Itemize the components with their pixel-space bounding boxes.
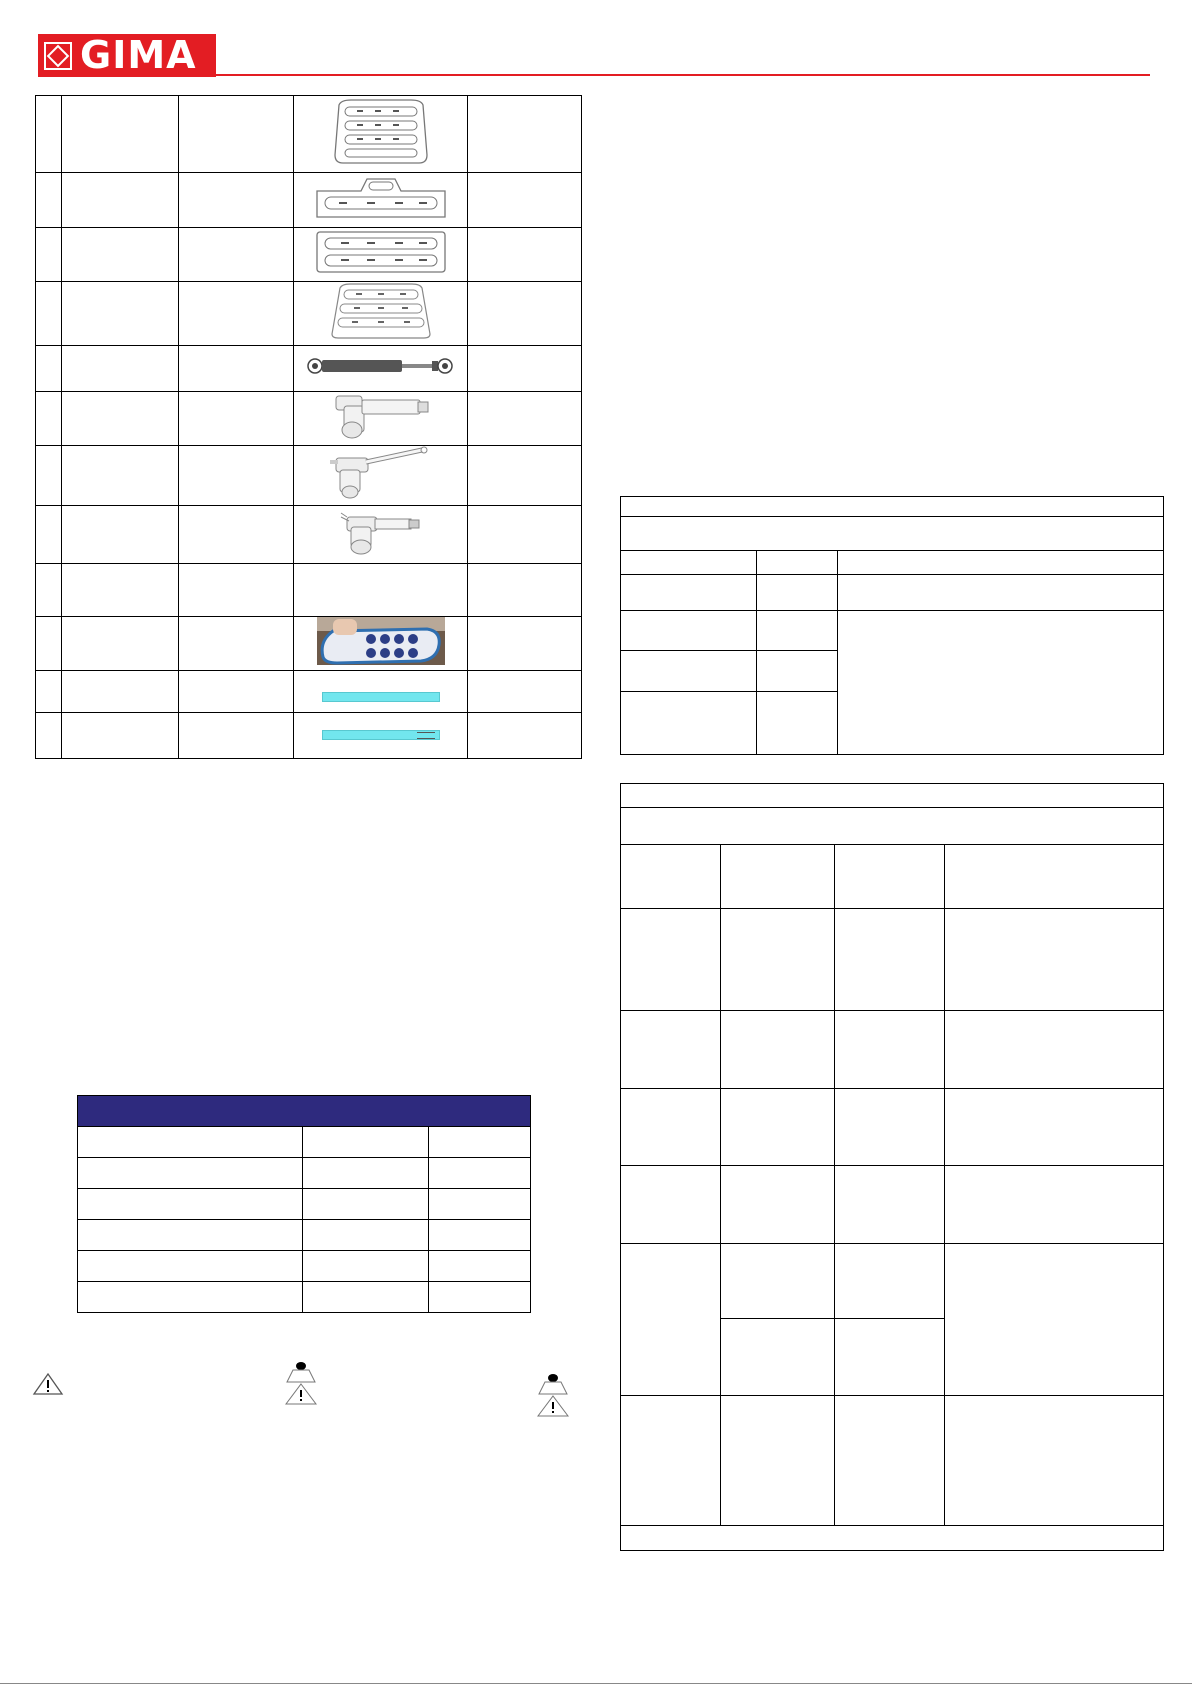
linear-actuator-small-icon — [294, 506, 468, 564]
table-row — [621, 1244, 1164, 1319]
table-row — [36, 173, 582, 228]
table-row — [621, 1396, 1164, 1526]
page-bottom-rule — [0, 1683, 1192, 1684]
table-row — [36, 713, 582, 759]
table-row — [36, 346, 582, 392]
brand-name: GIMA — [80, 33, 197, 77]
parts-table — [35, 95, 582, 759]
right-table-1 — [620, 496, 1164, 755]
backrest-panel-icon — [294, 96, 468, 173]
table-row — [621, 611, 1164, 651]
linear-actuator-icon — [294, 392, 468, 446]
gima-logo — [38, 34, 216, 77]
table-row — [36, 671, 582, 713]
table-row — [621, 1089, 1164, 1166]
protective-earth-warning-icon — [536, 1370, 570, 1418]
table-row — [78, 1282, 531, 1313]
gas-spring-icon — [294, 346, 468, 392]
table-row — [36, 392, 582, 446]
table-row — [78, 1220, 531, 1251]
table-row — [621, 1011, 1164, 1089]
table-row — [621, 497, 1164, 517]
table-row — [621, 517, 1164, 551]
linear-actuator-long-icon — [294, 446, 468, 506]
logo-mark-icon — [44, 42, 72, 70]
header-rule — [216, 74, 1150, 76]
table-row — [36, 617, 582, 671]
table-row — [78, 1189, 531, 1220]
hand-control-icon — [294, 617, 468, 671]
table-row — [621, 808, 1164, 845]
table-row — [621, 551, 1164, 575]
right-table-2 — [620, 783, 1164, 1551]
table-row — [36, 96, 582, 173]
table-row — [36, 282, 582, 346]
table-row — [36, 446, 582, 506]
table-row — [621, 575, 1164, 611]
table-row — [621, 1166, 1164, 1244]
cyan-bar-label-icon — [294, 713, 468, 759]
specifications-table — [77, 1095, 531, 1313]
table-row — [621, 1526, 1164, 1551]
table-row — [621, 845, 1164, 909]
table-row — [36, 228, 582, 282]
table-row — [621, 909, 1164, 1011]
table-row — [78, 1158, 531, 1189]
table-row — [78, 1251, 531, 1282]
seat-panel-icon — [294, 228, 468, 282]
table-row — [36, 564, 582, 617]
table-row — [78, 1127, 531, 1158]
table-row — [36, 506, 582, 564]
table-row — [621, 784, 1164, 808]
narrow-panel-icon — [294, 173, 468, 228]
leg-panel-icon — [294, 282, 468, 346]
cyan-bar-icon — [294, 671, 468, 713]
table-header — [78, 1096, 531, 1127]
warning-triangle-icon — [32, 1372, 64, 1396]
protective-earth-warning-icon — [284, 1358, 318, 1406]
